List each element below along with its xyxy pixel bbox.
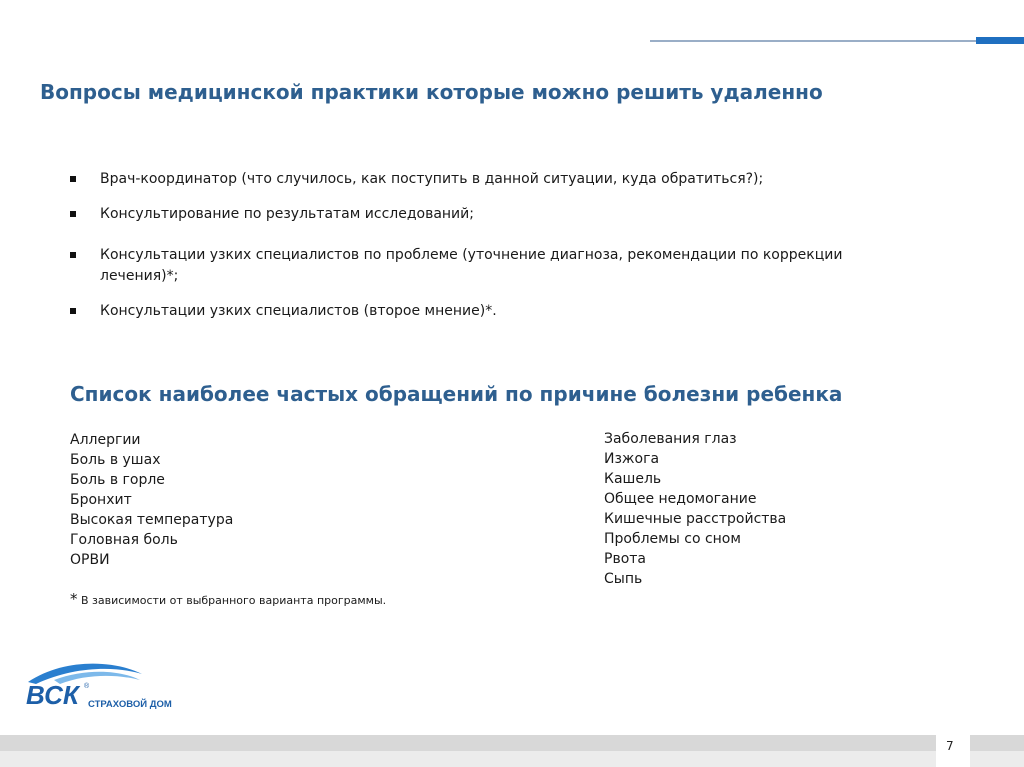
footer-bar-lower <box>0 751 1024 767</box>
list-item: Аллергии <box>70 432 141 448</box>
list-item: Изжога <box>604 451 660 467</box>
square-bullet-icon <box>70 308 76 314</box>
list-item: Головная боль <box>70 532 178 548</box>
header-accent-bar <box>976 37 1024 44</box>
bullet-item: Консультации узких специалистов по проблеме (уточнение диагноза, рекомендации по коррекции лечения)*; <box>70 245 910 287</box>
bullet-item: Консультации узких специалистов (второе мнение)*. <box>70 301 910 322</box>
list-item: Общее недомогание <box>604 491 757 507</box>
slide-title: Вопросы медицинской практики которые можно решить удаленно <box>40 80 823 104</box>
list-item: Проблемы со сном <box>604 531 741 547</box>
logo-registered: ® <box>84 683 90 690</box>
list-item: Кашель <box>604 471 662 487</box>
footer-bar <box>0 735 1024 751</box>
page-number: 7 <box>946 739 954 753</box>
section-subtitle: Список наиболее частых обращений по причине болезни ребенка <box>70 382 843 406</box>
list-item: Заболевания глаз <box>604 431 737 447</box>
list-item: Кишечные расстройства <box>604 511 787 527</box>
logo-name: СТРАХОВОЙ ДОМ <box>88 699 172 710</box>
list-item: Рвота <box>604 551 646 567</box>
footnote-star: * <box>70 590 78 608</box>
conditions-list-left <box>70 430 233 570</box>
square-bullet-icon <box>70 252 76 258</box>
list-item: Боль в горле <box>70 472 165 488</box>
list-item: Сыпь <box>604 571 643 587</box>
bullet-item: Консультирование по результатам исследований; <box>70 204 910 225</box>
list-item: Боль в ушах <box>70 452 161 468</box>
logo-mark: ВСК <box>26 680 79 710</box>
list-item: Бронхит <box>70 492 132 508</box>
remote-questions-list <box>70 169 910 336</box>
square-bullet-icon <box>70 211 76 217</box>
square-bullet-icon <box>70 176 76 182</box>
footnote <box>70 590 386 608</box>
list-item: ОРВИ <box>70 552 110 568</box>
list-item: Высокая температура <box>70 512 234 528</box>
bullet-item: Врач-координатор (что случилось, как поступить в данной ситуации, куда обратиться?); <box>70 169 910 190</box>
conditions-list-right <box>604 429 786 589</box>
header-rule <box>650 40 976 42</box>
footnote-text: В зависимости от выбранного варианта программы. <box>77 594 387 607</box>
vsk-logo <box>24 656 194 716</box>
